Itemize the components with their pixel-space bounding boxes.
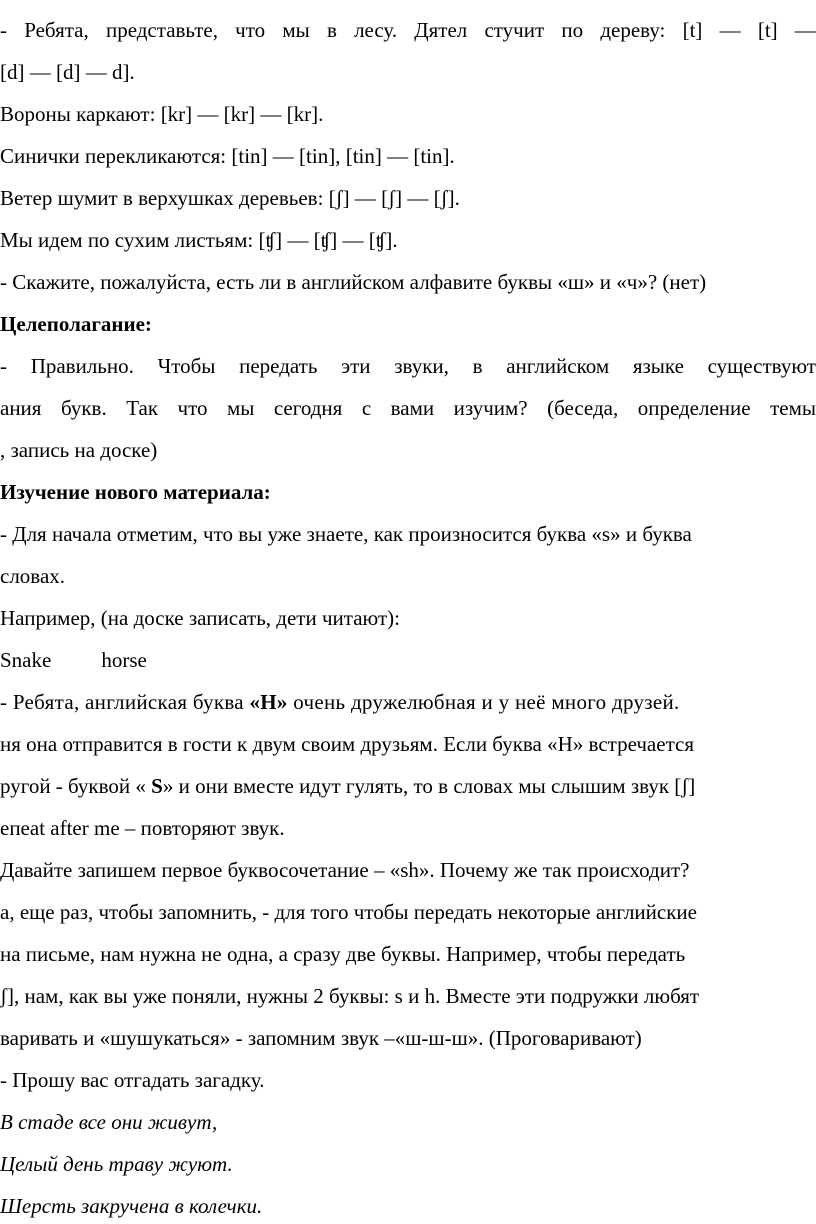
word: определение <box>637 396 751 420</box>
line-part: очень дружелюбная и у неё много друзей. <box>287 690 680 714</box>
word: ания <box>0 396 42 420</box>
word: что <box>235 18 266 42</box>
text-line: Например, (на доске записать, дети читают): <box>0 606 400 630</box>
word: Так <box>126 396 159 420</box>
text-line <box>0 771 695 801</box>
bold-letter: S <box>151 774 163 798</box>
word: дереву: <box>600 18 666 42</box>
text-line: словах. <box>0 564 66 588</box>
word: английском <box>506 354 610 378</box>
text-line: Давайте запишем первое буквосочетание – «sh». Почему же так происходит? <box>0 858 690 882</box>
text-line: Мы идем по сухим листьям: [ʧ] — [ʧ] — [ʧ]. <box>0 228 398 252</box>
word: с <box>361 396 372 420</box>
word: передать <box>239 354 318 378</box>
word: лесу. <box>354 18 398 42</box>
text-line: варивать и «шушукаться» - запомним звук –«ш-ш-ш». (Проговаривают) <box>0 1026 642 1050</box>
text-line: епеat after me – повторяют звук. <box>0 816 285 840</box>
word: — <box>794 18 816 42</box>
word: - <box>0 18 7 42</box>
word: в <box>326 18 337 42</box>
word: в <box>472 354 483 378</box>
line-part: - Ребята, английская буква <box>0 690 250 714</box>
heading-text: Целеполагание: <box>0 312 152 336</box>
word: мы <box>226 396 255 420</box>
word: [t] <box>757 18 778 42</box>
text-line: , запись на доске) <box>0 438 158 462</box>
section-heading <box>0 309 152 339</box>
text-line: Ветер шумит в верхушках деревьев: [ʃ] — [ʃ] — [ʃ]. <box>0 186 460 210</box>
line-part: » и они вместе идут гулять, то в словах мы слышим звук [ʃ] <box>162 774 696 798</box>
word: [t] <box>682 18 703 42</box>
word: вами <box>390 396 435 420</box>
word: мы <box>282 18 310 42</box>
text-line: ʃ], нам, как вы уже поняли, нужны 2 буквы: s и h. Вместе эти подружки любят <box>0 984 700 1008</box>
text-line <box>0 393 816 423</box>
text-line: Синички перекликаются: [tin] — [tin], [tin] — [tin]. <box>0 144 455 168</box>
justified-line-text <box>0 15 816 45</box>
word: существуют <box>707 354 816 378</box>
riddle-line: Целый день траву жуют. <box>0 1152 233 1176</box>
riddle-line: Шерсть закручена в колечки. <box>0 1194 263 1218</box>
word: Ребята, <box>24 18 89 42</box>
justified-line-text <box>0 351 816 381</box>
word: изучим? <box>453 396 528 420</box>
word: букв. <box>60 396 107 420</box>
text-line: на письме, нам нужна не одна, а сразу две буквы. Например, чтобы передать <box>0 942 686 966</box>
word: сегодня <box>273 396 343 420</box>
text-line: ня она отправится в гости к двум своим друзьям. Если буква «H» встречается <box>0 732 694 756</box>
riddle-line: В стаде все они живут, <box>0 1110 218 1134</box>
line-part: ругой - буквой « <box>0 774 152 798</box>
text-line: - Скажите, пожалуйста, есть ли в английском алфавите буквы «ш» и «ч»? (нет) <box>0 270 707 294</box>
word: — <box>719 18 741 42</box>
word: эти <box>341 354 371 378</box>
text-line <box>0 687 680 717</box>
text-line: - Прошу вас отгадать загадку. <box>0 1068 265 1092</box>
word: звуки, <box>394 354 449 378</box>
text-line <box>0 351 816 381</box>
example-word: horse <box>101 648 147 672</box>
text-line <box>0 15 816 45</box>
bold-letter: «H» <box>249 690 288 714</box>
section-heading <box>0 477 271 507</box>
word: языке <box>632 354 684 378</box>
heading-text: Изучение нового материала: <box>0 480 271 504</box>
example-word: Snake <box>0 648 52 672</box>
text-line: Вороны каркают: [kr] — [kr] — [kr]. <box>0 102 324 126</box>
text-line: - Для начала отметим, что вы уже знаете, как произносится буква «s» и буква <box>0 522 692 546</box>
text-line: [d] — [d] — d]. <box>0 60 135 84</box>
word: Правильно. <box>30 354 134 378</box>
word: Дятел <box>414 18 468 42</box>
word: представьте, <box>105 18 218 42</box>
word: темы <box>770 396 816 420</box>
text-line: а, еще раз, чтобы запомнить, - для того чтобы передать некоторые английские <box>0 900 697 924</box>
word: (беседа, <box>547 396 619 420</box>
word: по <box>561 18 584 42</box>
word: стучит <box>484 18 545 42</box>
word: - <box>0 354 7 378</box>
justified-line-text <box>0 393 816 423</box>
word: Чтобы <box>157 354 216 378</box>
example-words <box>0 645 147 675</box>
word: что <box>177 396 208 420</box>
